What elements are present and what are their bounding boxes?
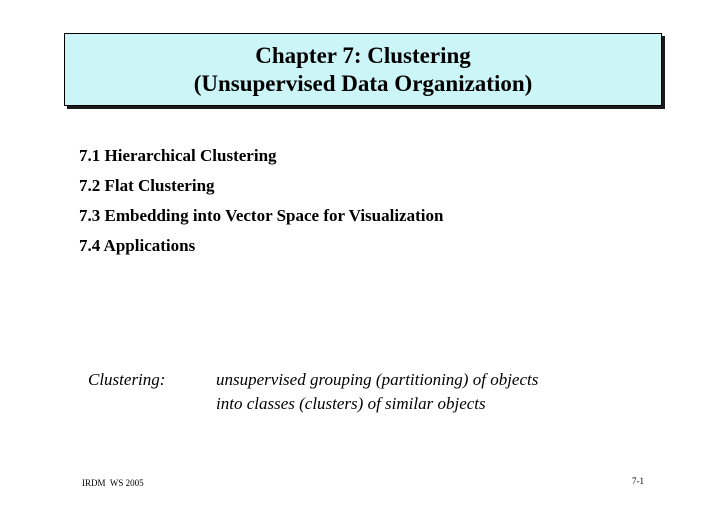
definition-term: Clustering:: [88, 370, 166, 389]
definition-line-2: into classes (clusters) of similar objects: [216, 394, 486, 413]
definition-line-1: unsupervised grouping (partitioning) of objects: [216, 370, 539, 389]
chapter-title-box: [64, 33, 662, 106]
footer-course-label: IRDM WS 2005: [82, 478, 144, 488]
toc-item-flat-clustering: 7.2 Flat Clustering: [79, 176, 215, 195]
definition-text: [216, 368, 538, 416]
toc-item-embedding: 7.3 Embedding into Vector Space for Visualization: [79, 206, 444, 225]
footer-page-number: 7-1: [632, 476, 644, 486]
chapter-title: Chapter 7: Clustering: [255, 43, 471, 68]
table-of-contents: [79, 141, 443, 261]
chapter-subtitle: (Unsupervised Data Organization): [193, 71, 533, 96]
toc-item-hierarchical-clustering: 7.1 Hierarchical Clustering: [79, 146, 277, 165]
toc-item-applications: 7.4 Applications: [79, 236, 196, 255]
